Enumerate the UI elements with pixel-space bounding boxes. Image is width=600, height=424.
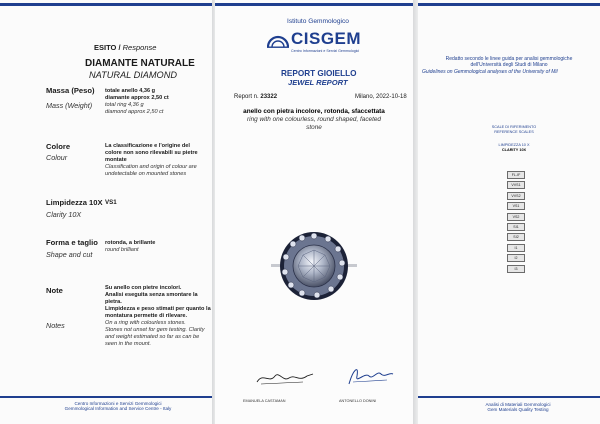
forma-label: Forma e taglio [46, 238, 98, 247]
logo-subtitle: Centro Informazioni e Servizi Gemmologici [291, 49, 360, 53]
bottom-stripe-spacer [215, 396, 413, 398]
gem-logo-icon [267, 31, 289, 49]
colore-line-en: Classification and origin of colour are [105, 164, 197, 170]
cisgem-logo [267, 29, 407, 55]
note-line: Analisi eseguita senza smontare la pietra. [105, 292, 198, 305]
description-line-en: stone [306, 124, 322, 131]
esito-heading [94, 43, 156, 52]
colore-line: La classificazione e l'origine del [105, 143, 190, 149]
massa-label-en: Mass (Weight) [46, 101, 93, 110]
left-footer [58, 401, 178, 411]
esito-label-en: Response [122, 43, 157, 52]
clarity-scale-header [484, 143, 544, 153]
massa-label: Massa (Peso) [46, 86, 95, 95]
massa-line-en: total ring 4,36 g [105, 102, 144, 108]
limpidezza-label-en: Clarity 10X [46, 210, 82, 219]
ring-photo [271, 228, 357, 304]
report-number-label: Report n. [234, 94, 259, 100]
clarity-grade-box: I2 [507, 254, 525, 262]
colore-value [105, 143, 211, 178]
top-stripe [418, 3, 600, 6]
colore-line: colore non sono rilevabili su pietre [105, 150, 198, 156]
right-footer [468, 402, 568, 412]
colore-line: montate [105, 157, 127, 163]
left-footer-line: Centro Informazioni e Servizi Gemmologici [74, 401, 162, 406]
clarity-grade-box: VVS2 [507, 192, 525, 200]
guidelines-header [418, 56, 600, 75]
description-line-en: ring with one colourless, round shaped, faceted [247, 116, 381, 123]
result-title: DIAMANTE NATURALE [85, 58, 195, 69]
right-footer-line: Analisi di Materiali Gemmologici [485, 402, 551, 407]
reference-scales [484, 125, 544, 135]
report-number [234, 94, 277, 100]
note-label: Note [46, 286, 63, 295]
report-title: REPORT GIOIELLO [281, 69, 357, 78]
forma-line-en: round brilliant [105, 247, 139, 253]
logo-text: CISGEM [291, 29, 362, 48]
massa-line: totale anello 4,36 g [105, 88, 156, 94]
middle-panel [215, 0, 413, 424]
forma-value [105, 240, 209, 254]
clarity-grade-box: VS1 [507, 202, 525, 210]
massa-line-en: diamond approx 2,50 ct [105, 109, 164, 115]
clarity-grade-box: SI1 [507, 223, 525, 231]
signature-right-icon [343, 362, 395, 388]
clarity-grade-box: VVS1 [507, 181, 525, 189]
result-title-en: NATURAL DIAMOND [89, 70, 177, 80]
description-line: anello con pietra incolore, rotonda, sfaccettata [243, 108, 385, 115]
note-line-en: seen in the mount. [105, 341, 152, 347]
note-line-en: and weight estimated so far as can be [105, 334, 200, 340]
bottom-stripe [0, 396, 212, 398]
clarity-label: LIMPIDEZZA 10 X [498, 143, 530, 147]
note-value [105, 285, 212, 348]
limpidezza-value: VS1 [105, 199, 117, 206]
scales-title: SCALE DI RIFERIMENTO [491, 125, 537, 129]
institute-name: Istituto Gemmologico [287, 18, 349, 25]
clarity-grade-box: I3 [507, 265, 525, 273]
note-line-en: Stones not unset for gem testing. Clarity [105, 327, 205, 333]
note-line: Su anello con pietre incolori. [105, 285, 182, 291]
limpidezza-label: Limpidezza 10X [46, 198, 103, 207]
massa-value [105, 88, 209, 116]
top-stripe [215, 3, 413, 6]
signature-left-icon [255, 368, 315, 388]
top-stripe [0, 3, 212, 6]
esito-label: ESITO / [94, 43, 121, 52]
city-date: Milano, 2022-10-18 [355, 94, 407, 100]
guidelines-line: Redatto secondo le linee guida per analisi gemmologiche [445, 56, 573, 62]
bottom-stripe [418, 396, 600, 398]
guidelines-line: dell'Università degli Studi di Milano [470, 62, 548, 69]
signature-name-left: EMANUELA CASTAMAN [243, 399, 286, 403]
clarity-grade-box: VS2 [507, 213, 525, 221]
clarity-label-en: CLARITY 10X [501, 148, 527, 152]
right-footer-line: Gem Materials Quality Testing [487, 407, 549, 412]
clarity-grade-box: I1 [507, 244, 525, 252]
note-line: montatura permette di rilevare. [105, 313, 188, 319]
guidelines-line-en: Guidelines on Gemmological analyses of the University of Mil [422, 68, 558, 75]
forma-label-en: Shape and cut [46, 250, 93, 259]
report-number-value: 23322 [260, 94, 278, 100]
clarity-grade-box: SI2 [507, 233, 525, 241]
note-label-en: Notes [46, 321, 65, 330]
clarity-grade-box: FL-IF [507, 171, 525, 179]
left-panel [0, 0, 212, 424]
note-line-en: On a ring with colourless stones. [105, 320, 186, 326]
left-footer-line: Gemmological Information and Service Centre - Italy [64, 406, 172, 411]
colore-label-en: Colour [46, 153, 68, 162]
massa-line: diamante approx 2,50 ct [105, 95, 169, 101]
report-title-en: JEWEL REPORT [288, 78, 348, 87]
colore-line-en: undetectable on mounted stones [105, 171, 187, 177]
signature-name-right: ANTONELLO DONINI [339, 399, 377, 403]
forma-line: rotonda, a brillante [105, 240, 156, 246]
scales-title-en: REFERENCE SCALES [494, 130, 534, 134]
item-description [215, 108, 413, 132]
note-line: Limpidezza e peso stimati per quanto la [105, 306, 211, 312]
colore-label: Colore [46, 142, 71, 151]
